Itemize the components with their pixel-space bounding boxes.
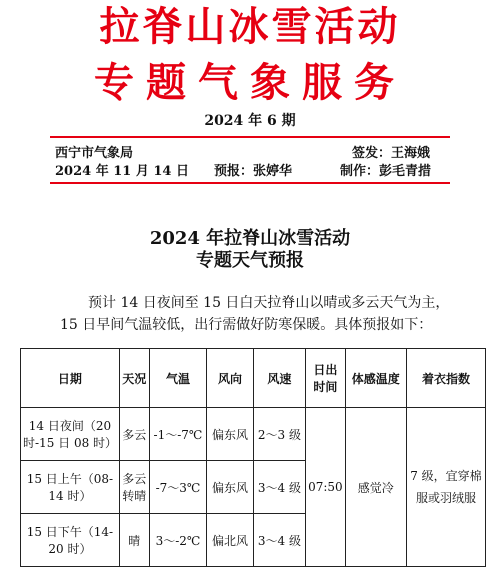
cell-sky: 多云转晴 — [119, 461, 149, 514]
cell-feel: 感觉冷 — [345, 408, 406, 567]
cell-temp: -7～3℃ — [149, 461, 207, 514]
table-header-row — [21, 349, 486, 408]
signer: 签发：王海娥 — [352, 146, 431, 161]
red-divider-bottom — [50, 182, 450, 184]
header-temp: 气温 — [149, 349, 207, 408]
forecast-paragraph: 预计 14 日夜间至 15 日白天拉脊山以晴或多云天气为主，15 日早间气温较低，出行需做好防寒保暖。具体预报如下： — [60, 295, 450, 333]
red-divider-top — [50, 136, 450, 138]
cell-wind-speed: 2～3 级 — [253, 408, 305, 461]
cell-date: 15 日下午（14-20 时） — [21, 514, 120, 567]
agency-name: 西宁市气象局 — [55, 146, 134, 161]
cell-wind-speed: 3～4 级 — [253, 461, 305, 514]
cell-wind-speed: 3～4 级 — [253, 514, 305, 567]
cell-sunrise: 07:50 — [306, 408, 346, 567]
producer: 制作：彭毛青措 — [340, 164, 432, 179]
cell-sky: 多云 — [119, 408, 149, 461]
cell-temp: 3～-2℃ — [149, 514, 207, 567]
forecaster: 预报：张婷华 — [214, 164, 293, 179]
table-row — [21, 408, 486, 461]
header-wind-speed: 风速 — [253, 349, 305, 408]
issue-date: 2024 年 11 月 14 日 — [55, 164, 189, 179]
header-sunrise: 日出时间 — [306, 349, 346, 408]
cell-date: 14 日夜间（20 时-15 日 08 时） — [21, 408, 120, 461]
report-title-line2: 专题天气预报 — [196, 250, 304, 271]
cell-sky: 晴 — [119, 514, 149, 567]
report-title-line1: 2024 年拉脊山冰雪活动 — [149, 228, 351, 249]
header-clothing: 着衣指数 — [406, 349, 485, 408]
bulletin-title-line2: 专题气象服务 — [94, 59, 406, 106]
cell-wind-dir: 偏北风 — [207, 514, 253, 567]
header-feel: 体感温度 — [345, 349, 406, 408]
cell-clothing: 7 级，宜穿棉服或羽绒服 — [406, 408, 485, 567]
header-wind-dir: 风向 — [207, 349, 253, 408]
cell-temp: -1～-7℃ — [149, 408, 207, 461]
cell-wind-dir: 偏东风 — [207, 461, 253, 514]
cell-date: 15 日上午（08-14 时） — [21, 461, 120, 514]
bulletin-title-line1: 拉脊山冰雪活动 — [99, 3, 401, 50]
header-sky: 天况 — [119, 349, 149, 408]
issue-number: 2024 年 6 期 — [204, 113, 296, 129]
forecast-table — [20, 348, 486, 567]
cell-wind-dir: 偏东风 — [207, 408, 253, 461]
header-date: 日期 — [21, 349, 120, 408]
